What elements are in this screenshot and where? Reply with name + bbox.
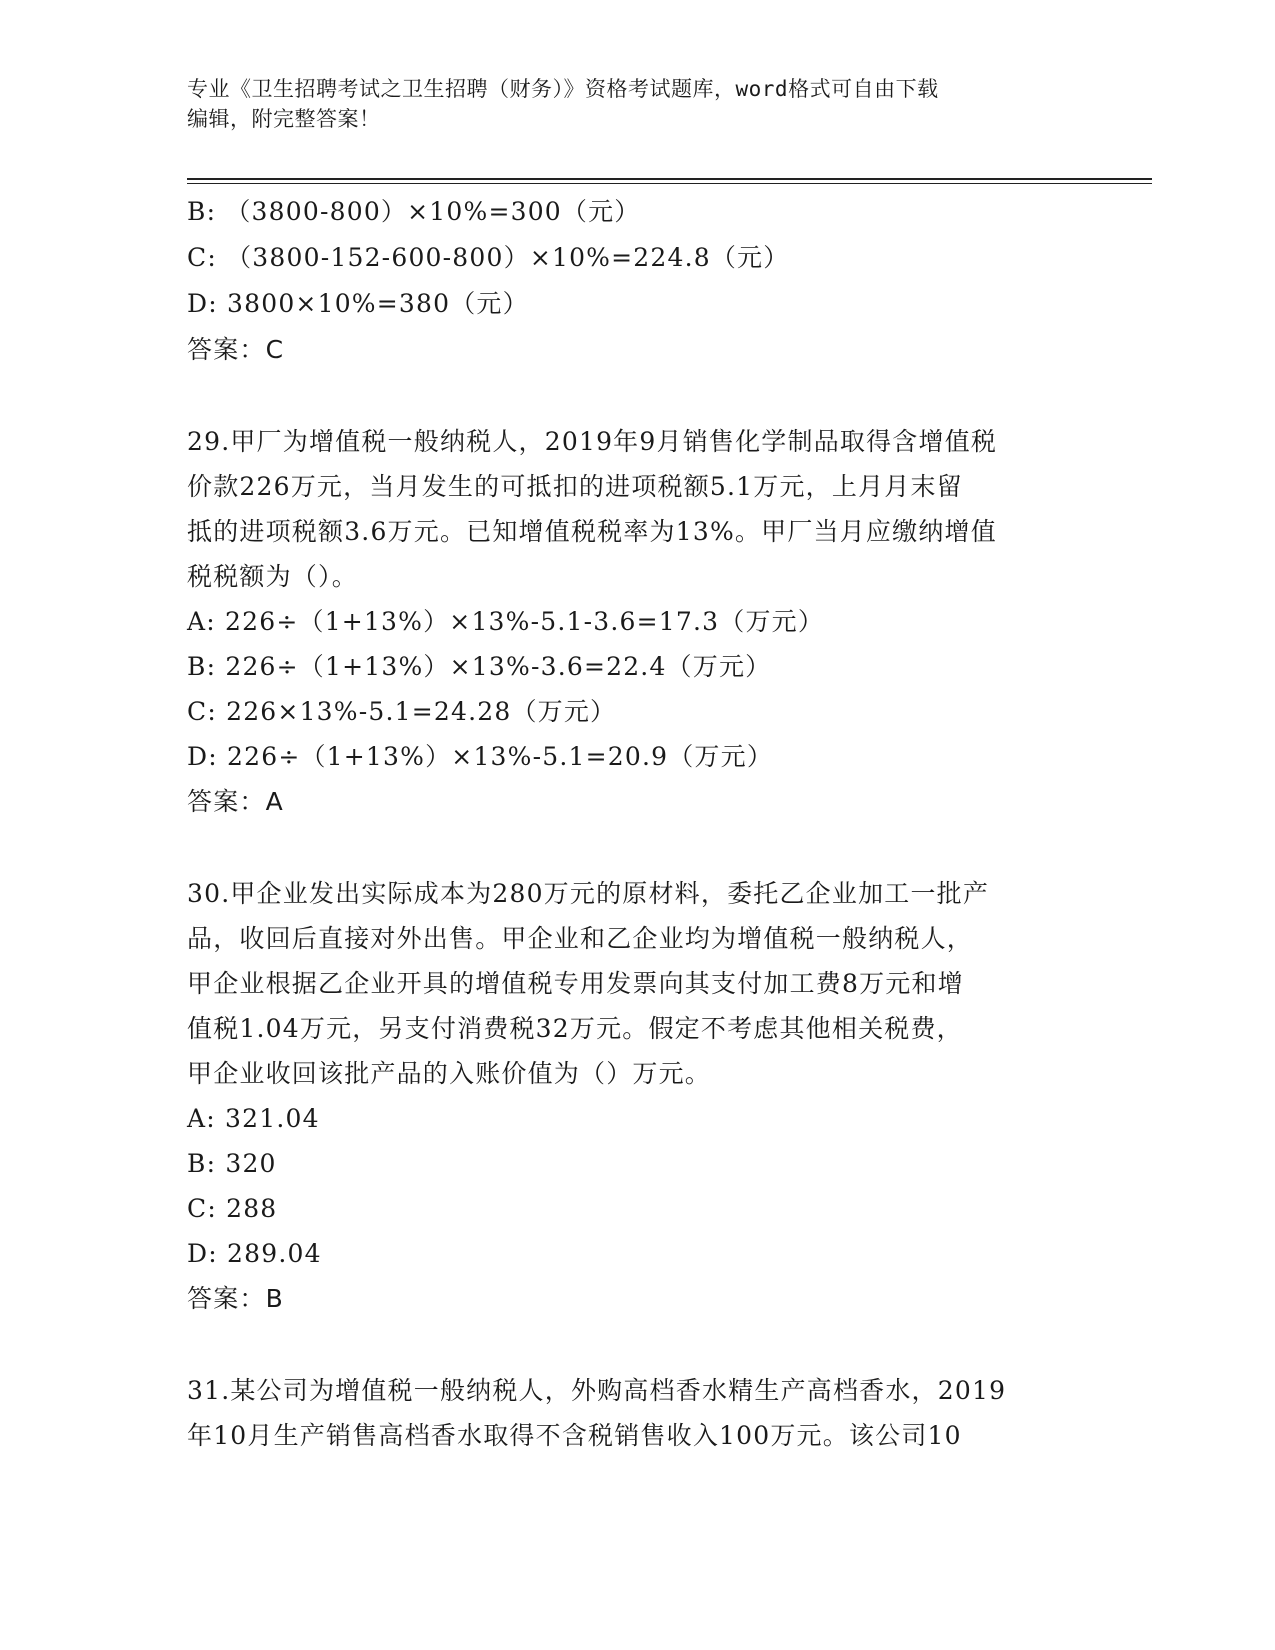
option-b: B: 320	[187, 1149, 277, 1178]
question-text-line: 甲企业根据乙企业开具的增值税专用发票向其支付加工费8万元和增	[187, 969, 964, 998]
question-text-line: 品，收回后直接对外出售。甲企业和乙企业均为增值税一般纳税人，	[187, 924, 974, 953]
question-text-line: 29.甲厂为增值税一般纳税人，2019年9月销售化学制品取得含增值税	[187, 427, 998, 456]
question-text-line: 值税1.04万元，另支付消费税32万元。假定不考虑其他相关税费，	[187, 1014, 963, 1043]
question-text-line: 31.某公司为增值税一般纳税人，外购高档香水精生产高档香水，2019	[187, 1376, 1007, 1405]
question-text-line: 抵的进项税额3.6万元。已知增值税税率为13%。甲厂当月应缴纳增值	[187, 517, 997, 546]
question-text-line: 甲企业收回该批产品的入账价值为（）万元。	[187, 1059, 712, 1088]
option-d: D: 226÷（1+13%）×13%-5.1=20.9（万元）	[187, 742, 774, 771]
question-text-line: 年10月生产销售高档香水取得不含税销售收入100万元。该公司10	[187, 1421, 962, 1450]
document-body	[187, 189, 1087, 1458]
option-b: B: （3800-800）×10%=300（元）	[187, 197, 641, 226]
question-30	[187, 871, 1087, 1322]
option-a: A: 226÷（1+13%）×13%-5.1-3.6=17.3（万元）	[187, 607, 825, 636]
header-divider-thin	[187, 183, 1152, 184]
option-b: B: 226÷（1+13%）×13%-3.6=22.4（万元）	[187, 652, 772, 681]
answer: 答案：C	[187, 335, 285, 364]
option-c: C: 288	[187, 1194, 278, 1223]
question-text-line: 30.甲企业发出实际成本为280万元的原材料，委托乙企业加工一批产	[187, 879, 990, 908]
answer: 答案：A	[187, 787, 284, 816]
option-a: A: 321.04	[187, 1104, 320, 1133]
question-29	[187, 419, 1087, 825]
question-28-tail	[187, 189, 1087, 373]
option-d: D: 289.04	[187, 1239, 322, 1268]
option-c: C: （3800-152-600-800）×10%=224.8（元）	[187, 243, 790, 272]
question-text-line: 价款226万元，当月发生的可抵扣的进项税额5.1万元，上月月末留	[187, 472, 963, 501]
answer: 答案：B	[187, 1284, 284, 1313]
option-c: C: 226×13%-5.1=24.28（万元）	[187, 697, 617, 726]
header-divider-thick	[187, 178, 1152, 180]
question-31	[187, 1368, 1087, 1458]
question-text-line: 税税额为（）。	[187, 562, 358, 591]
header-line-2: 编辑，附完整答案！	[187, 107, 381, 131]
document-header	[187, 74, 1067, 134]
header-line-1: 专业《卫生招聘考试之卫生招聘（财务）》资格考试题库，word格式可自由下载	[187, 77, 939, 101]
option-d: D: 3800×10%=380（元）	[187, 289, 529, 318]
